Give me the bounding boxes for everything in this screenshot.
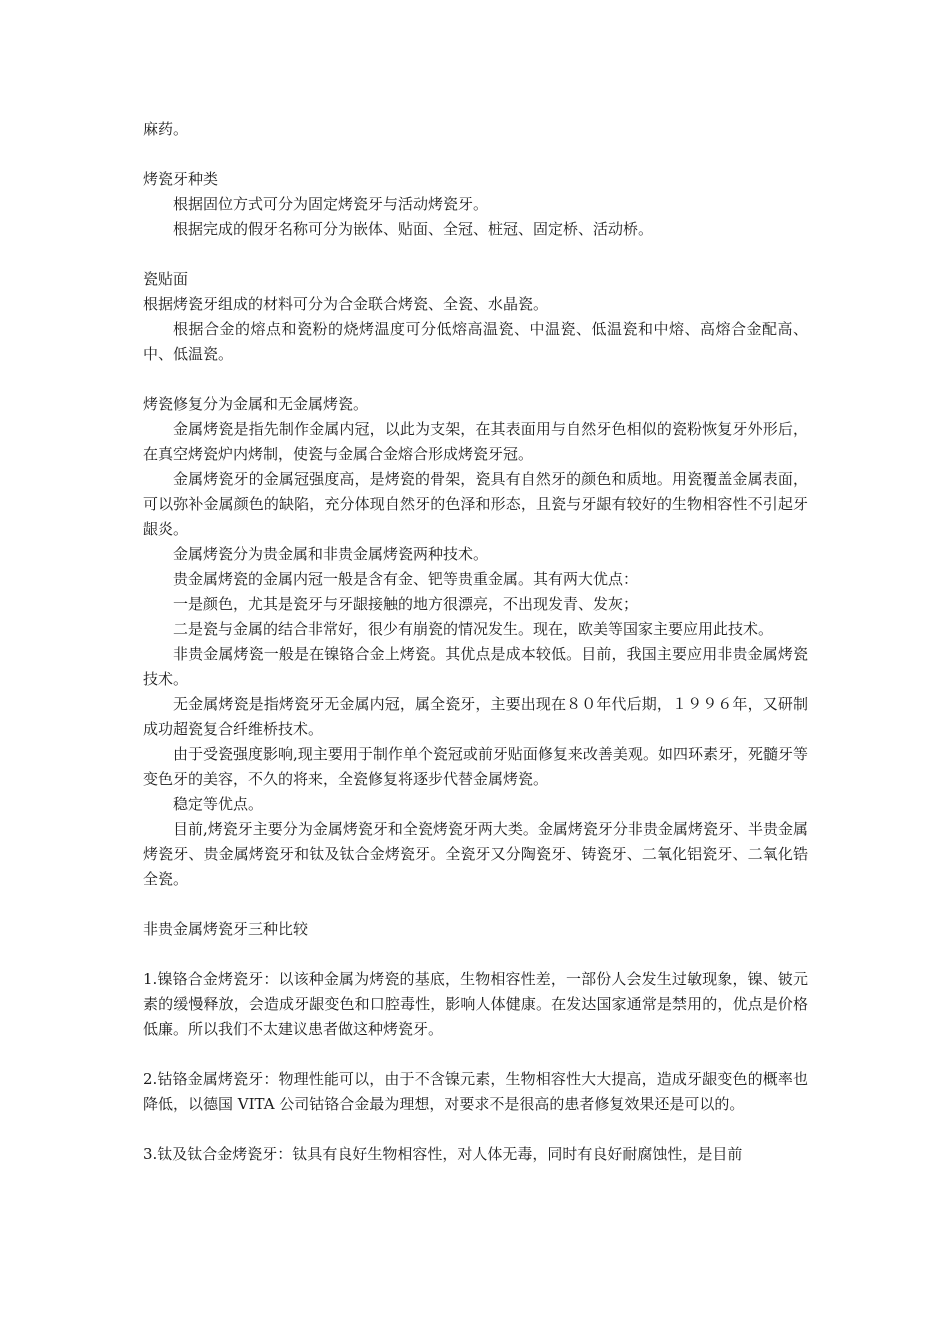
blank-line — [143, 242, 808, 267]
paragraph-melting-point: 根据合金的熔点和瓷粉的烧烤温度可分低熔高温瓷、中温瓷、低温瓷和中熔、高熔合金配高、中、低温瓷。 — [143, 320, 808, 363]
document-page — [143, 117, 808, 1167]
blank-line — [143, 142, 808, 167]
paragraph-stability: 稳定等优点。 — [173, 795, 264, 813]
heading-repair-types: 烤瓷修复分为金属和无金属烤瓷。 — [143, 395, 369, 413]
paragraph-strength-limitation: 由于受瓷强度影响,现主要用于制作单个瓷冠或前牙贴面修复来改善美观。如四环素牙，死髓牙等变色牙的美容，不久的将来，全瓷修复将逐步代替金属烤瓷。 — [143, 745, 808, 788]
blank-line — [143, 367, 808, 392]
heading-crown-types: 烤瓷牙种类 — [143, 170, 219, 188]
paragraph-metal-crown-strength: 金属烤瓷牙的金属冠强度高，是烤瓷的骨架，瓷具有自然牙的颜色和质地。用瓷覆盖金属表面，可以弥补金属颜色的缺陷，充分体现自然牙的色泽和形态，且瓷与牙龈有较好的生物相容性不引起牙龈炎。 — [143, 470, 808, 538]
paragraph-precious-metal: 贵金属烤瓷的金属内冠一般是含有金、钯等贵重金属。其有两大优点： — [173, 570, 639, 588]
list-item-titanium: 3.钛及钛合金烤瓷牙：钛具有良好生物相容性，对人体无毒，同时有良好耐腐蚀性，是目前 — [143, 1145, 743, 1163]
list-item-nickel-chromium: 1.镍铬合金烤瓷牙：以该种金属为烤瓷的基底，生物相容性差，一部份人会发生过敏现象，镍、铍元素的缓慢释放，会造成牙龈变色和口腔毒性，影响人体健康。在发达国家通常是禁用的，优点是价格低廉。所以我们不太建议患者做这种烤瓷牙。 — [143, 970, 808, 1038]
blank-line — [143, 892, 808, 917]
paragraph-material-types: 根据烤瓷牙组成的材料可分为合金联合烤瓷、全瓷、水晶瓷。 — [143, 295, 549, 313]
blank-line — [143, 942, 808, 967]
blank-line — [143, 1042, 808, 1067]
heading-comparison: 非贵金属烤瓷牙三种比较 — [143, 920, 309, 938]
paragraph-current-classification: 目前,烤瓷牙主要分为金属烤瓷牙和全瓷烤瓷牙两大类。金属烤瓷牙分非贵金属烤瓷牙、半贵金属烤瓷牙、贵金属烤瓷牙和钛及钛合金烤瓷牙。全瓷牙又分陶瓷牙、铸瓷牙、二氧化铝瓷牙、二氧化锆全瓷。 — [143, 820, 808, 888]
paragraph-anesthetic: 麻药。 — [143, 120, 189, 138]
paragraph-advantage-two: 二是瓷与金属的结合非常好，很少有崩瓷的情况发生。现在，欧美等国家主要应用此技术。 — [173, 620, 774, 638]
paragraph-fixation-types: 根据固位方式可分为固定烤瓷牙与活动烤瓷牙。 — [173, 195, 489, 213]
blank-line — [143, 1117, 808, 1142]
paragraph-metal-free: 无金属烤瓷是指烤瓷牙无金属内冠，属全瓷牙，主要出现在８０年代后期，１９９６年，又研制成功超瓷复合纤维桥技术。 — [143, 695, 808, 738]
paragraph-nonprecious-metal: 非贵金属烤瓷一般是在镍铬合金上烤瓷。其优点是成本较低。目前，我国主要应用非贵金属烤瓷技术。 — [143, 645, 808, 688]
heading-porcelain-veneer: 瓷贴面 — [143, 270, 189, 288]
paragraph-advantage-one: 一是颜色，尤其是瓷牙与牙龈接触的地方很漂亮，不出现发青、发灰； — [173, 595, 639, 613]
paragraph-precious-nonprecious: 金属烤瓷分为贵金属和非贵金属烤瓷两种技术。 — [173, 545, 489, 563]
paragraph-prosthesis-names: 根据完成的假牙名称可分为嵌体、贴面、全冠、桩冠、固定桥、活动桥。 — [173, 220, 654, 238]
paragraph-metal-porcelain-definition: 金属烤瓷是指先制作金属内冠，以此为支架，在其表面用与自然牙色相似的瓷粉恢复牙外形后，在真空烤瓷炉内烤制，使瓷与金属合金熔合形成烤瓷牙冠。 — [143, 420, 808, 463]
list-item-cobalt-chromium: 2.钴铬金属烤瓷牙：物理性能可以，由于不含镍元素，生物相容性大大提高，造成牙龈变色的概率也降低，以德国 VITA 公司钴铬合金最为理想，对要求不是很高的患者修复效果还是可以的。 — [143, 1070, 808, 1113]
